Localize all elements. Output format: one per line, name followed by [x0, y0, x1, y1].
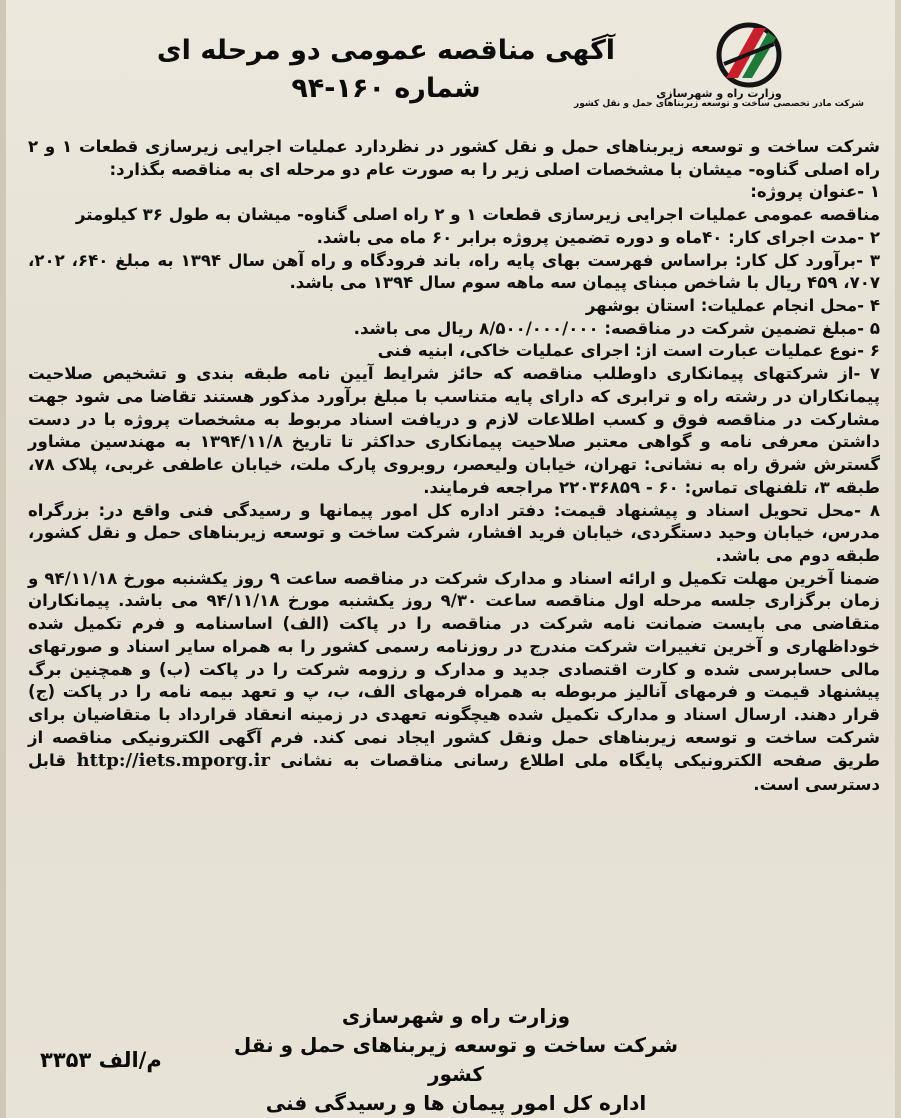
closing-text: ضمنا آخرین مهلت تکمیل و ارائه اسناد و مدارک شرکت در مناقصه ساعت ۹ روز یکشنبه مورخ ۹۴/۱۱/۱۸ و زمان برگزاری جلسه مرحله اول مناقصه ساعت ۹/۳۰ روز یکشنبه مورخ ۹۴/۱۱/۱۸ می باشد. پیمانکاران متقاضی می بایست ضمانت نامه شرکت در مناقصه را در پاکت (الف) اساسنامه و فرم تکمیل شده خوداظهاری و آخرین تغییرات شرکت مندرج در روزنامه رسمی کشور را به همراه سایر اسناد و صورتهای مالی حسابرسی شده و کارت اقتصادی جدید و مدارک و رزومه شرکت را در پاکت (ب) و همچنین برگ پیشنهاد قیمت و فرمهای آنالیز مربوطه به همراه فرمهای الف، ب، پ و تعهد بیمه نامه را در پاکت (ج) قرار دهند. ارسال اسناد و مدارک تکمیل شده هیچگونه تعهدی در زمینه انعقاد قرارداد با متقاضیان برای شرکت ساخت و توسعه زیربناهای حمل ونقل کشور ایجاد نمی کند. فرم آگهی الکترونیکی مناقصه از طریق صفحه الکترونیکی پایگاه ملی اطلاع رسانی مناقصات به نشانی [28, 568, 880, 771]
closing-paragraph [28, 568, 880, 797]
item-1-text: مناقصه عمومی عملیات اجرایی زیرسازی قطعات ۱ و ۲ راه اصلی گناوه- میشان به طول ۳۶ کیلومتر [75, 205, 880, 225]
signature-department: اداره کل امور پیمان ها و رسیدگی فنی [265, 1091, 647, 1115]
ministry-logo [704, 20, 794, 90]
notice-number: شماره ۱۶۰-۹۴ [291, 72, 481, 104]
intro-paragraph: شرکت ساخت و توسعه زیربناهای حمل و نقل کشور در نظردارد عملیات اجرایی زیرسازی قطعات ۱ و ۲ راه اصلی گناوه- میشان با مشخصات اصلی زیر را به صورت عام دو مرحله ای به مناقصه بگذارد: [28, 137, 880, 179]
item-5: ۵ -مبلغ تضمین شرکت در مناقصه: ۸/۵۰۰/۰۰۰/۰۰۰ ریال می باشد. [353, 318, 880, 338]
signature-ministry: وزارت راه و شهرسازی [341, 1004, 571, 1028]
caption-ministry: وزارت راه و شهرسازی [656, 87, 782, 100]
item-1-heading: ۱ -عنوان پروژه: [750, 182, 880, 202]
closing-tail: قابل دسترسی است. [28, 751, 880, 795]
notice-body [28, 136, 880, 797]
item-6: ۶ -نوع عملیات عبارت است از: اجرای عملیات خاکی، ابنیه فنی [377, 341, 880, 361]
signature-company: شرکت ساخت و توسعه زیربناهای حمل و نقل کشور [233, 1033, 679, 1086]
reference-code: م/الف ۳۳۵۳ [40, 1048, 162, 1072]
item-2: ۲ -مدت اجرای کار: ۴۰ماه و دوره تضمین پروژه برابر ۶۰ ماه می باشد. [316, 227, 880, 247]
road-logo-icon [704, 20, 794, 90]
caption-company: شرکت مادر تخصصی ساخت و توسعه زیربناهای حمل و نقل کشور [574, 99, 864, 110]
notice-title: آگهی مناقصه عمومی دو مرحله ای [156, 35, 616, 66]
item-7: ۷ -از شرکتهای پیمانکاری داوطلب مناقصه که حائز شرایط آیین نامه طبقه بندی و تشخیص صلاحیت پیمانکاران در رشته راه و ترابری که دارای پایه متناسب با مبلغ برآورد مذکور هستند تقاضا می شود جهت مشارکت در مناقصه فوق و کسب اطلاعات لازم و دریافت اسناد مربوط به مشخصات پروژه با در دست داشتن معرفی نامه و گواهی معتبر صلاحیت پیمانکاری حداکثر تا تاریخ ۱۳۹۴/۱۱/۸ به مهندسین مشاور گسترش شرق راه به نشانی: تهران، خیابان ولیعصر، روبروی پارک ملت، خیابان عاطفی غربی، پلاک ۷۸، طبقه ۳، تلفنهای تماس: ۶۰ - ۲۲۰۳۶۸۵۹ مراجعه فرمایند. [28, 364, 880, 497]
item-8: ۸ -محل تحویل اسناد و پیشنهاد قیمت: دفتر اداره کل امور پیمانها و رسیدگی فنی واقع در: بزرگراه مدرس، خیابان وحید دستگردی، خیابان فرید افشار، شرکت ساخت و توسعه زیربناهای حمل و نقل کشور، طبقه دوم می باشد. [28, 500, 880, 565]
tender-url: http://iets.mporg.ir [76, 750, 270, 772]
item-3: ۳ -برآورد کل کار: براساس فهرست بهای پایه راه، باند فرودگاه و راه آهن سال ۱۳۹۴ به مبلغ ۶۴۰، ۲۰۲، ۷۰۷، ۴۵۹ ریال با شاخص مبنای پیمان سه ماهه سوم سال ۱۳۹۴ می باشد. [28, 250, 880, 293]
signature-block [206, 1002, 706, 1118]
notice-heading [156, 32, 616, 108]
item-4: ۴ -محل انجام عملیات: استان بوشهر [585, 296, 880, 316]
